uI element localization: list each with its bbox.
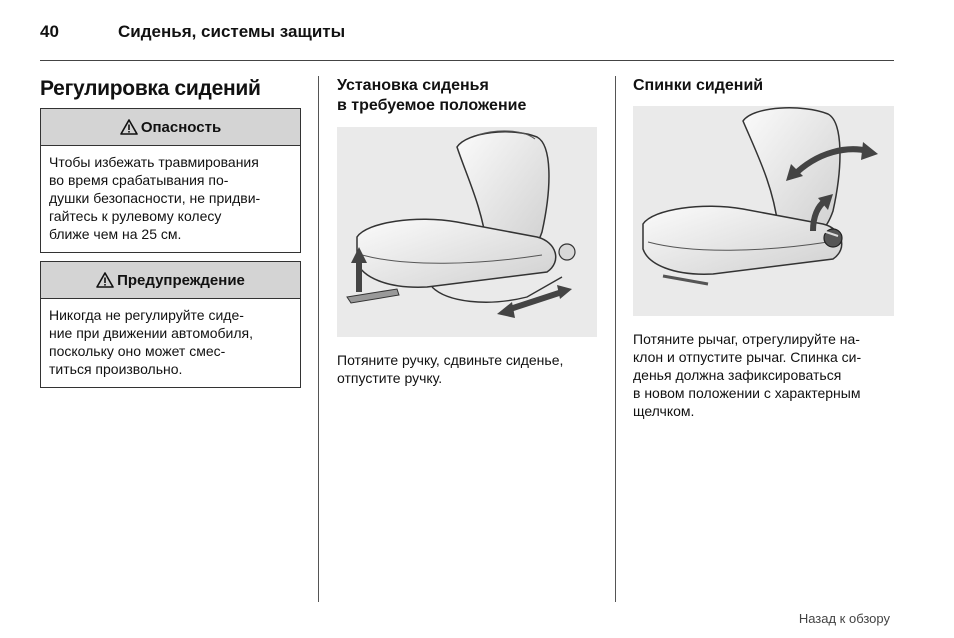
right-line: щелчком. bbox=[633, 403, 695, 419]
middle-heading-line: Установка сиденья bbox=[337, 77, 489, 94]
seatback-illustration bbox=[633, 106, 894, 316]
warning-line: Никогда не регулируйте сиде- bbox=[49, 307, 244, 323]
danger-title: Опасность bbox=[140, 118, 222, 136]
right-column bbox=[633, 76, 895, 419]
warning-text bbox=[41, 299, 300, 387]
left-column bbox=[40, 76, 301, 377]
column-divider-1 bbox=[318, 76, 319, 602]
warning-title: Предупреждение bbox=[117, 271, 245, 289]
warning-line: титься произвольно. bbox=[49, 361, 183, 377]
warning-box bbox=[40, 261, 301, 388]
middle-text bbox=[337, 351, 563, 387]
warning-triangle-icon bbox=[120, 119, 138, 135]
right-heading: Спинки сидений bbox=[633, 77, 764, 94]
page-title: Регулировка сидений bbox=[40, 77, 261, 100]
danger-line: ближе чем на 25 см. bbox=[49, 226, 182, 242]
warning-box-header bbox=[41, 262, 300, 299]
back-to-overview-link[interactable]: Назад к обзору bbox=[798, 611, 890, 626]
danger-box bbox=[40, 108, 301, 253]
column-divider-2 bbox=[615, 76, 616, 602]
right-line: денья должна зафиксироваться bbox=[633, 367, 842, 383]
right-line: клон и отпустите рычаг. Спинка си- bbox=[633, 349, 862, 365]
header-rule bbox=[40, 60, 894, 61]
middle-line: отпустите ручку. bbox=[337, 370, 443, 386]
danger-text bbox=[41, 146, 300, 252]
warning-line: ние при движении автомобиля, bbox=[49, 325, 253, 341]
section-title: Сиденья, системы защиты bbox=[118, 22, 346, 41]
page-number: 40 bbox=[40, 22, 59, 41]
middle-heading bbox=[337, 76, 598, 116]
right-text bbox=[633, 330, 861, 420]
right-line: в новом положении с характерным bbox=[633, 385, 861, 401]
right-line: Потяните рычаг, отрегулируйте на- bbox=[633, 331, 860, 347]
danger-box-header bbox=[41, 109, 300, 146]
danger-line: Чтобы избежать травмирования bbox=[49, 154, 259, 170]
seat-position-illustration bbox=[337, 127, 597, 337]
danger-line: душки безопасности, не придви- bbox=[49, 190, 261, 206]
middle-line: Потяните ручку, сдвиньте сиденье, bbox=[337, 352, 564, 368]
middle-column bbox=[337, 76, 598, 386]
danger-line: гайтесь к рулевому колесу bbox=[49, 208, 222, 224]
warning-line: поскольку оно может смес- bbox=[49, 343, 226, 359]
danger-line: во время срабатывания по- bbox=[49, 172, 229, 188]
middle-heading-line: в требуемое положение bbox=[337, 97, 527, 114]
warning-triangle-icon bbox=[96, 272, 114, 288]
